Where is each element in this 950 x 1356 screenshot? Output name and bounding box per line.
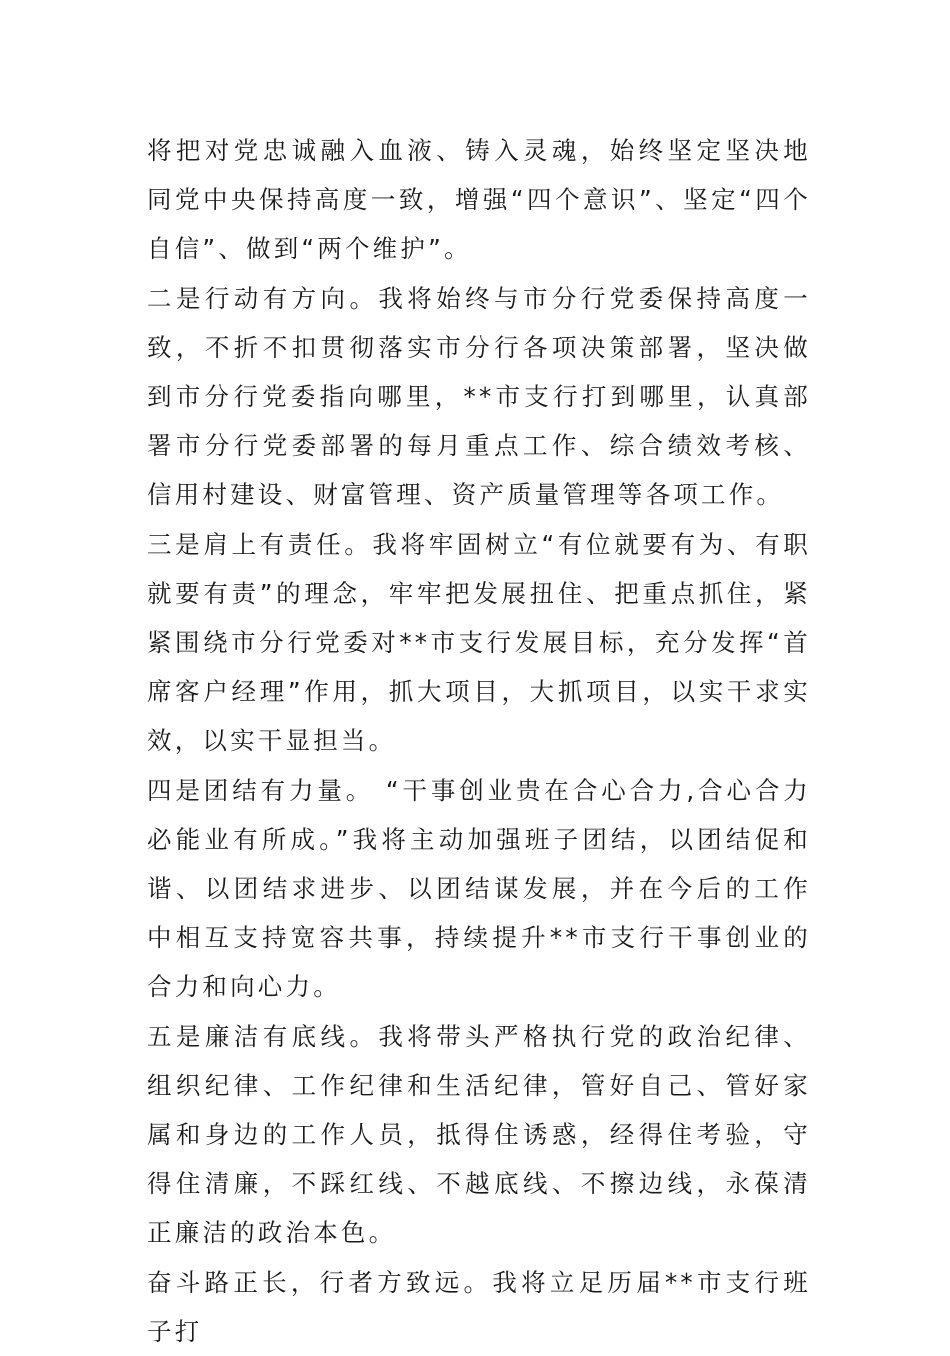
paragraph-action-direction: 二是行动有方向。我将始终与市分行党委保持高度一致，不折不扣贯彻落实市分行各项决策部署，坚决做到市分行党委指向哪里，**市支行打到哪里，认真部署市分行党委部署的每月重点工作、综合绩效考核、信用村建设、财富管理、资产质量管理等各项工作。 — [147, 283, 811, 510]
paragraph-unity: 四是团结有力量。 “干事创业贵在合心合力,合心合力必能业有所成。”我将主动加强班子团结，以团结促和谐、以团结求进步、以团结谋发展，并在今后的工作中相互支持宽容共事，持续提升**市支行干事创业的合力和向心力。 — [147, 775, 811, 1002]
paragraph-loyalty-continuation: 将把对党忠诚融入血液、铸入灵魂，始终坚定坚决地同党中央保持高度一致，增强“四个意识”、坚定“四个自信”、做到“两个维护”。 — [147, 136, 811, 264]
paragraph-integrity: 五是廉洁有底线。我将带头严格执行党的政治纪律、组织纪律、工作纪律和生活纪律，管好自己、管好家属和身边的工作人员，抵得住诱惑，经得住考验，守得住清廉，不踩红线、不越底线、不擦边线，永葆清正廉洁的政治本色。 — [147, 1021, 811, 1248]
document-body — [147, 126, 811, 1356]
paragraph-closing: 奋斗路正长，行者方致远。我将立足历届**市支行班子打 — [147, 1267, 811, 1346]
paragraph-responsibility: 三是肩上有责任。我将牢固树立“有位就要有为、有职就要有责”的理念，牢牢把发展扭住、把重点抓住，紧紧围绕市分行党委对**市支行发展目标，充分发挥“首席客户经理”作用，抓大项目，大抓项目，以实干求实效，以实干显担当。 — [147, 529, 811, 756]
